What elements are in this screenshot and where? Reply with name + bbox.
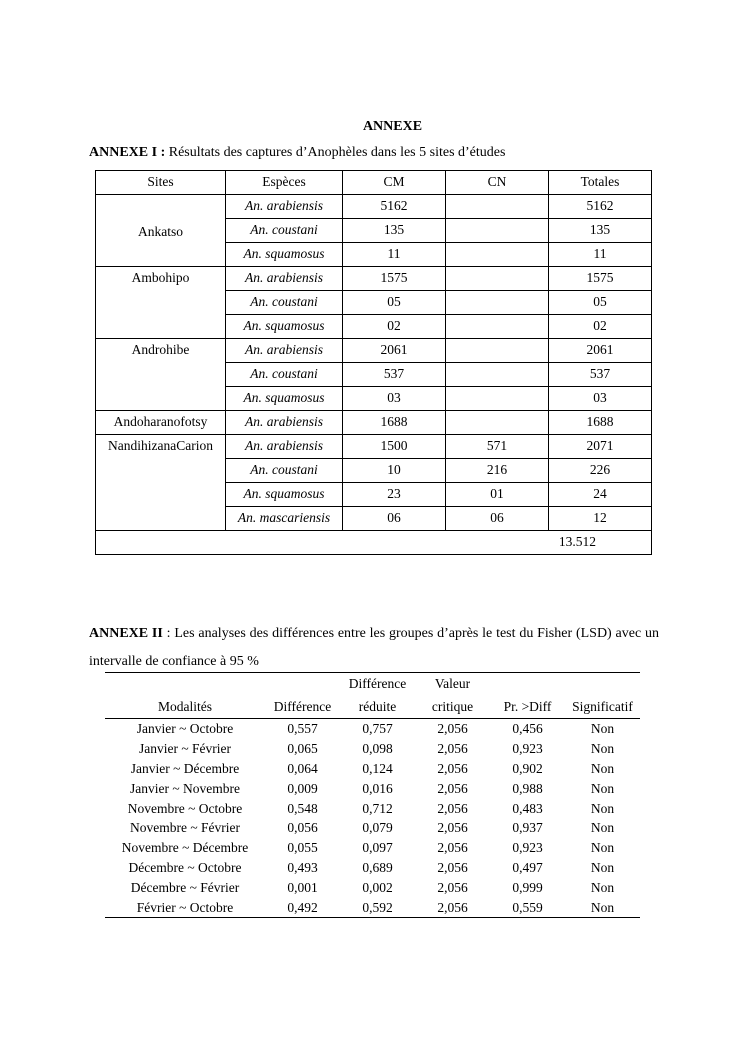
difference-cell: 0,001 xyxy=(287,879,318,895)
significatif-cell: Non xyxy=(590,721,615,737)
significatif-cell: Non xyxy=(590,780,615,796)
header-valeur-line1: Valeur xyxy=(434,676,471,691)
table-row xyxy=(105,897,640,917)
cm-cell: 03 xyxy=(343,387,446,411)
header-pr-diff: Pr. >Diff xyxy=(490,695,565,719)
difference-cell: 0,009 xyxy=(287,780,318,796)
cm-cell: 1500 xyxy=(343,435,446,459)
total-cell: 135 xyxy=(549,219,652,243)
cn-cell: 01 xyxy=(446,483,549,507)
modalite-cell: Janvier ~ Février xyxy=(138,741,232,757)
species-cell: An. coustani xyxy=(226,219,343,243)
modalite-cell: Décembre ~ Octobre xyxy=(128,859,242,875)
diff-reduite-cell: 0,757 xyxy=(362,721,393,737)
total-cell: 24 xyxy=(549,483,652,507)
total-cell: 05 xyxy=(549,291,652,315)
diff-reduite-cell: 0,592 xyxy=(340,897,415,917)
header-cm: CM xyxy=(343,171,446,195)
diff-reduite-cell: 0,016 xyxy=(362,780,393,796)
cn-cell xyxy=(446,339,549,363)
total-cell: 11 xyxy=(549,243,652,267)
pr-diff-cell: 0,937 xyxy=(512,820,543,836)
pr-diff-cell: 0,483 xyxy=(512,800,543,816)
species-cell: An. squamosus xyxy=(226,315,343,339)
significatif-cell: Non xyxy=(590,820,615,836)
cn-cell: 06 xyxy=(446,507,549,531)
significatif-cell: Non xyxy=(590,879,615,895)
cn-cell xyxy=(446,195,549,219)
significatif-cell: Non xyxy=(565,897,640,917)
cn-cell: 571 xyxy=(446,435,549,459)
table-row xyxy=(105,877,640,897)
valeur-critique-cell: 2,056 xyxy=(437,820,468,836)
header-valeur-line2: critique xyxy=(415,695,490,719)
pr-diff-cell: 0,923 xyxy=(512,741,543,757)
diff-reduite-cell: 0,098 xyxy=(362,741,393,757)
header-modalites: Modalités xyxy=(105,695,265,719)
header-diff-reduite-line1: Différence xyxy=(348,676,407,691)
modalite-cell: Février ~ Octobre xyxy=(105,897,265,917)
cm-cell: 1688 xyxy=(343,411,446,435)
species-cell: An. arabiensis xyxy=(226,411,343,435)
cn-cell: 216 xyxy=(446,459,549,483)
species-cell: An. arabiensis xyxy=(226,195,343,219)
significatif-cell: Non xyxy=(590,800,615,816)
species-cell: An. coustani xyxy=(226,459,343,483)
table-row xyxy=(105,759,640,779)
table-row xyxy=(105,719,640,739)
site-name: Ambohipo xyxy=(96,267,226,339)
diff-reduite-cell: 0,097 xyxy=(362,840,393,856)
significatif-cell: Non xyxy=(590,760,615,776)
modalite-cell: Novembre ~ Octobre xyxy=(127,800,243,816)
table-row xyxy=(96,267,652,291)
cn-cell xyxy=(446,363,549,387)
cm-cell: 537 xyxy=(343,363,446,387)
modalite-cell: Décembre ~ Février xyxy=(130,879,240,895)
difference-cell: 0,492 xyxy=(265,897,340,917)
header-significatif: Significatif xyxy=(565,695,640,719)
pr-diff-cell: 0,923 xyxy=(512,840,543,856)
modalite-cell: Novembre ~ Décembre xyxy=(121,840,249,856)
cm-cell: 05 xyxy=(343,291,446,315)
table-row xyxy=(105,858,640,878)
diff-reduite-cell: 0,002 xyxy=(362,879,393,895)
page-title: ANNEXE xyxy=(362,119,423,134)
total-cell: 1575 xyxy=(549,267,652,291)
header-cn: CN xyxy=(446,171,549,195)
total-cell: 02 xyxy=(549,315,652,339)
total-cell: 226 xyxy=(549,459,652,483)
species-cell: An. squamosus xyxy=(226,243,343,267)
pr-diff-cell: 0,902 xyxy=(512,760,543,776)
cm-cell: 06 xyxy=(343,507,446,531)
cn-cell xyxy=(446,315,549,339)
annex2-label: ANNEXE II xyxy=(89,626,163,641)
cm-cell: 02 xyxy=(343,315,446,339)
species-cell: An. mascariensis xyxy=(226,507,343,531)
site-name: Andoharanofotsy xyxy=(96,411,226,435)
cm-cell: 2061 xyxy=(343,339,446,363)
total-cell: 03 xyxy=(549,387,652,411)
valeur-critique-cell: 2,056 xyxy=(415,897,490,917)
cm-cell: 10 xyxy=(343,459,446,483)
table-row xyxy=(96,435,652,459)
header-diff-reduite-line2: réduite xyxy=(340,695,415,719)
cm-cell: 1575 xyxy=(343,267,446,291)
species-cell: An. arabiensis xyxy=(226,435,343,459)
site-name: NandihizanaCarion xyxy=(96,435,226,531)
cn-cell xyxy=(446,387,549,411)
species-cell: An. coustani xyxy=(226,363,343,387)
species-cell: An. squamosus xyxy=(226,483,343,507)
table-header-row xyxy=(96,171,652,195)
cm-cell: 135 xyxy=(343,219,446,243)
valeur-critique-cell: 2,056 xyxy=(437,879,468,895)
modalite-cell: Janvier ~ Novembre xyxy=(129,780,241,796)
species-cell: An. arabiensis xyxy=(226,267,343,291)
valeur-critique-cell: 2,056 xyxy=(437,859,468,875)
valeur-critique-cell: 2,056 xyxy=(437,721,468,737)
modalite-cell: Janvier ~ Décembre xyxy=(130,760,240,776)
header-difference: Différence xyxy=(265,695,340,719)
difference-cell: 0,065 xyxy=(287,741,318,757)
modalite-cell: Novembre ~ Février xyxy=(129,820,241,836)
valeur-critique-cell: 2,056 xyxy=(437,840,468,856)
significatif-cell: Non xyxy=(590,840,615,856)
site-name: Androhibe xyxy=(96,339,226,411)
table-row xyxy=(105,778,640,798)
cn-cell xyxy=(446,267,549,291)
modalite-cell: Janvier ~ Octobre xyxy=(136,721,234,737)
annex1-caption xyxy=(89,145,505,161)
table-row xyxy=(96,411,652,435)
pr-diff-cell: 0,456 xyxy=(512,721,543,737)
total-cell: 2061 xyxy=(549,339,652,363)
header-totales: Totales xyxy=(549,171,652,195)
difference-cell: 0,064 xyxy=(287,760,318,776)
species-cell: An. squamosus xyxy=(226,387,343,411)
diff-reduite-cell: 0,689 xyxy=(362,859,393,875)
table-header-row xyxy=(105,695,640,719)
table-row xyxy=(105,818,640,838)
valeur-critique-cell: 2,056 xyxy=(437,800,468,816)
difference-cell: 0,056 xyxy=(287,820,318,836)
cm-cell: 23 xyxy=(343,483,446,507)
valeur-critique-cell: 2,056 xyxy=(437,741,468,757)
table-top-rule xyxy=(105,672,640,673)
diff-reduite-cell: 0,712 xyxy=(362,800,393,816)
capture-results-table xyxy=(95,170,652,555)
species-cell: An. arabiensis xyxy=(226,339,343,363)
species-cell: An. coustani xyxy=(226,291,343,315)
total-cell: 12 xyxy=(549,507,652,531)
table-row xyxy=(96,339,652,363)
table-row xyxy=(96,195,652,219)
header-sites: Sites xyxy=(96,171,226,195)
fisher-lsd-table xyxy=(105,672,640,918)
diff-reduite-cell: 0,079 xyxy=(362,820,393,836)
pr-diff-cell: 0,999 xyxy=(512,879,543,895)
table-row xyxy=(105,838,640,858)
table-row xyxy=(105,798,640,818)
cm-cell: 5162 xyxy=(343,195,446,219)
difference-cell: 0,548 xyxy=(287,800,318,816)
cn-cell xyxy=(446,291,549,315)
total-cell: 5162 xyxy=(549,195,652,219)
significatif-cell: Non xyxy=(590,859,615,875)
valeur-critique-cell: 2,056 xyxy=(437,760,468,776)
difference-cell: 0,493 xyxy=(287,859,318,875)
site-name: Ankatso xyxy=(96,195,226,267)
difference-cell: 0,557 xyxy=(287,721,318,737)
annex2-caption-text: : Les analyses des différences entre les groupes d’après le test du Fisher (LSD) avec un intervalle de confiance à 95 % xyxy=(89,626,659,669)
total-cell: 1688 xyxy=(549,411,652,435)
cn-cell xyxy=(446,243,549,267)
grand-total: 13.512 xyxy=(96,531,652,555)
pr-diff-cell: 0,988 xyxy=(512,780,543,796)
table-row xyxy=(105,739,640,759)
header-especes: Espèces xyxy=(226,171,343,195)
grand-total-row xyxy=(96,531,652,555)
significatif-cell: Non xyxy=(590,741,615,757)
annex2-caption xyxy=(89,620,659,676)
cn-cell xyxy=(446,411,549,435)
cn-cell xyxy=(446,219,549,243)
total-cell: 537 xyxy=(549,363,652,387)
pr-diff-cell: 0,497 xyxy=(512,859,543,875)
cm-cell: 11 xyxy=(343,243,446,267)
pr-diff-cell: 0,559 xyxy=(490,897,565,917)
annex1-caption-text: Résultats des captures d’Anophèles dans les 5 sites d’études xyxy=(165,145,506,160)
difference-cell: 0,055 xyxy=(287,840,318,856)
total-cell: 2071 xyxy=(549,435,652,459)
valeur-critique-cell: 2,056 xyxy=(437,780,468,796)
annex1-label: ANNEXE I : xyxy=(89,145,166,160)
diff-reduite-cell: 0,124 xyxy=(362,760,393,776)
